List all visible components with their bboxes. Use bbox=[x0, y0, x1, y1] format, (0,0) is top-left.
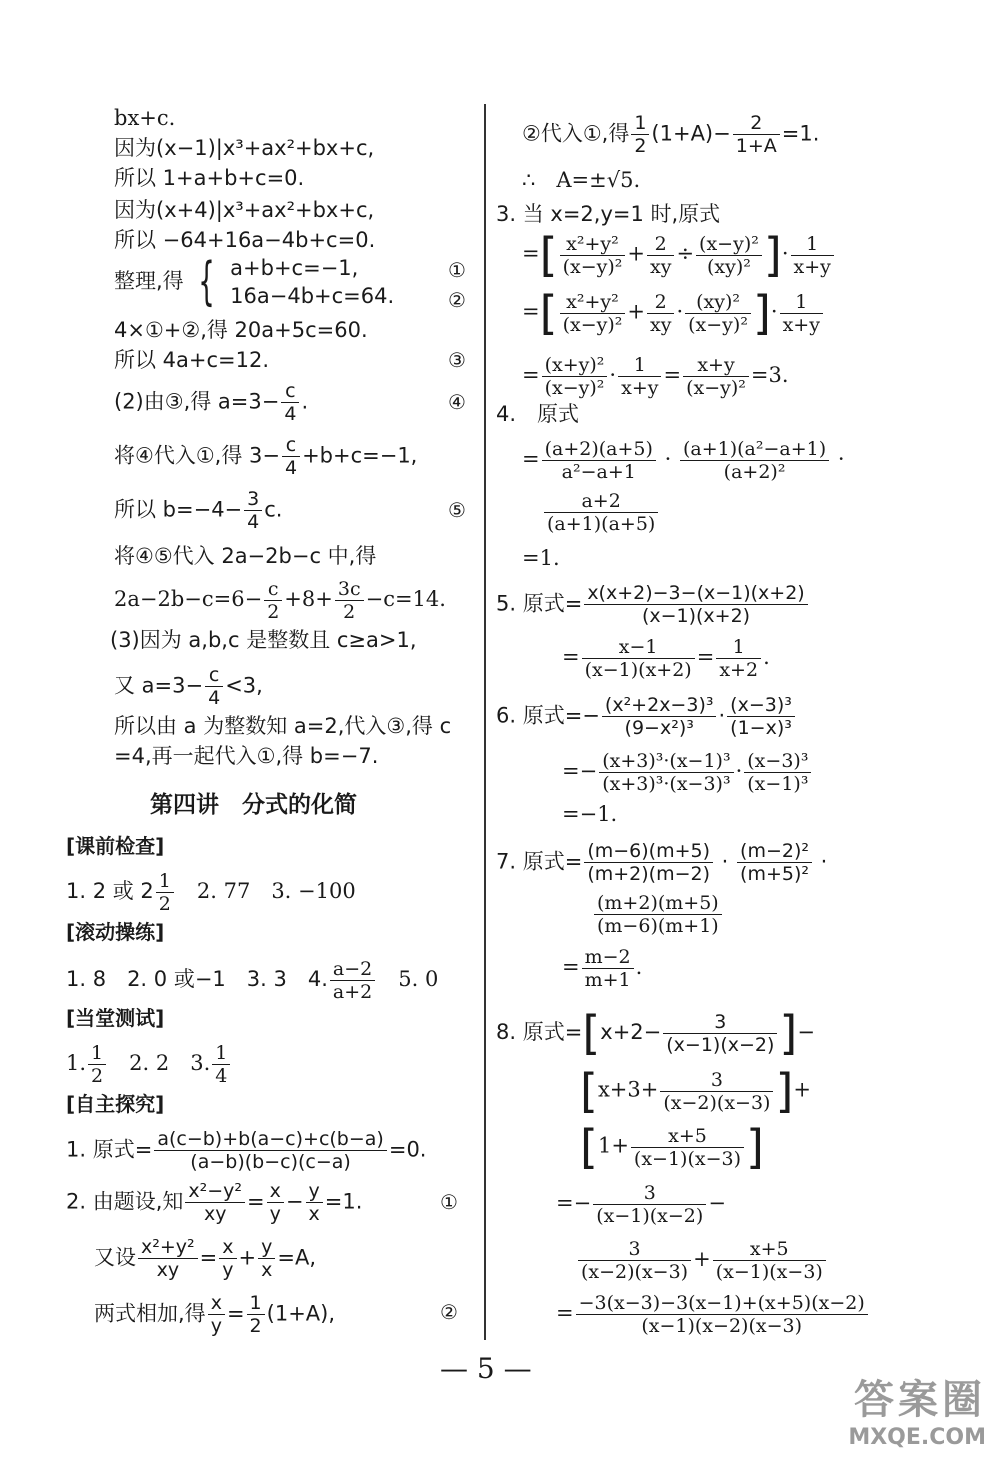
denominator: 1+A bbox=[735, 135, 777, 157]
denominator: x+y bbox=[793, 255, 831, 278]
formula-line bbox=[66, 1180, 362, 1225]
denominator: y bbox=[210, 1315, 222, 1337]
fraction bbox=[247, 1292, 265, 1337]
text-segment: =1. bbox=[781, 121, 820, 146]
fraction bbox=[208, 1292, 225, 1337]
left-bracket: [ bbox=[582, 1006, 601, 1060]
system-eq2: 16a−4b+c=64. bbox=[230, 284, 395, 308]
fraction bbox=[631, 1125, 744, 1170]
fraction bbox=[780, 291, 823, 336]
fraction bbox=[542, 438, 656, 483]
denominator: 2 bbox=[343, 601, 356, 623]
denominator: (9−x²)³ bbox=[624, 717, 694, 739]
numerator: (x−3)³ bbox=[727, 694, 795, 717]
fraction bbox=[584, 840, 713, 885]
formula-line bbox=[66, 1128, 426, 1173]
fraction bbox=[212, 1042, 230, 1087]
denominator: (m+2)(m−2) bbox=[587, 863, 710, 885]
denominator: (x−2)(x−3) bbox=[581, 1261, 689, 1283]
numerator: c bbox=[205, 664, 223, 687]
numerator: x bbox=[267, 1180, 284, 1203]
text-segment: c. bbox=[264, 497, 283, 522]
numerator: (x+y)² bbox=[542, 354, 608, 377]
text-segment: +b+c=−1, bbox=[302, 443, 418, 468]
numerator: a(c−b)+b(a−c)+c(b−a) bbox=[154, 1128, 387, 1151]
numerator: x−1 bbox=[582, 636, 695, 659]
fraction bbox=[744, 750, 811, 795]
text-segment: (1+A), bbox=[266, 1301, 336, 1326]
text-segment: +8+ bbox=[284, 587, 333, 611]
fraction bbox=[593, 1182, 706, 1227]
text-segment: 2. 由题设,知 bbox=[66, 1189, 184, 1214]
text-line: =4,再一起代入①,得 b=−7. bbox=[114, 744, 379, 768]
fraction bbox=[335, 578, 364, 623]
tag-self-exploration: [自主探究] bbox=[66, 1092, 165, 1116]
watermark-text: 答案圈 bbox=[854, 1377, 986, 1423]
text-segment: 6. 原式=− bbox=[496, 703, 600, 728]
numerator: c bbox=[281, 380, 299, 403]
text-line: 因为(x−1)|x³+ax²+bx+c, bbox=[114, 136, 375, 160]
numerator: −3(x−3)−3(x−1)+(x+5)(x−2) bbox=[576, 1292, 868, 1315]
text-segment: 2a−2b−c=6− bbox=[114, 587, 263, 611]
formula-line: $\frac{3}{(x-2)(x-3)}$ + $\frac{x+5}{(x-1)(x-3)}$ bbox=[576, 1238, 828, 1283]
numerator: 1 bbox=[716, 636, 761, 659]
text-line: (3)因为 a,b,c 是整数且 c≥a>1, bbox=[110, 628, 417, 652]
fraction bbox=[594, 892, 722, 937]
formula-line: 6. 原式=− $\frac{\text{(x²+2x−3)³}}{\text{(9−x²)³}}$ · $\frac{\text{(x−3)³}}{\text{(1−x)³}}$ bbox=[496, 694, 797, 739]
formula-line: =− $\frac{\text{(x+3)³·(x−1)³}}{\text{(x+3)³·(x−3)³}}$ · $\frac{\text{(x−3)³}}{\text{(x−1)³}}$ bbox=[562, 750, 813, 795]
left-bracket: [ bbox=[580, 1064, 598, 1118]
formula-line: = $\frac{-3(x-3)-3(x-1)+(x+5)(x-2)}{(x-1)(x-2)(x-3)}$ bbox=[556, 1292, 870, 1337]
fraction bbox=[631, 112, 649, 157]
equation-system bbox=[114, 254, 394, 310]
circled-2: ② bbox=[448, 288, 466, 312]
answer-line bbox=[66, 1042, 232, 1087]
formula-line bbox=[94, 1236, 316, 1281]
text-segment: 2. 77 3. −100 bbox=[196, 879, 356, 903]
numerator: 2 bbox=[647, 291, 674, 314]
numerator: 1 bbox=[780, 291, 823, 314]
denominator: 4 bbox=[284, 457, 298, 479]
formula-line bbox=[114, 434, 417, 479]
numerator: x bbox=[219, 1236, 236, 1259]
text-segment: 8. 原式= bbox=[496, 1020, 583, 1044]
fraction bbox=[584, 582, 807, 627]
fraction bbox=[727, 694, 795, 739]
fraction bbox=[582, 946, 634, 991]
fraction bbox=[306, 1180, 323, 1225]
text-segment: <3, bbox=[225, 673, 263, 698]
left-brace: { bbox=[198, 252, 216, 312]
text-line: 将④⑤代入 2a−2b−c 中,得 bbox=[114, 544, 377, 568]
formula-line bbox=[114, 664, 263, 709]
numerator: 3 bbox=[244, 488, 262, 511]
fraction bbox=[282, 434, 300, 479]
denominator: 4 bbox=[247, 511, 260, 533]
text-segment: = bbox=[247, 1189, 265, 1214]
fraction bbox=[696, 233, 762, 278]
fraction bbox=[576, 1292, 868, 1337]
fraction bbox=[258, 1236, 275, 1281]
denominator: 4 bbox=[215, 1065, 228, 1087]
formula-line: =− $\frac{3}{(x-1)(x-2)}$ − bbox=[556, 1182, 726, 1227]
tag-rolling-practice: [滚动操练] bbox=[66, 920, 165, 944]
fraction bbox=[138, 1236, 198, 1281]
formula-line bbox=[114, 488, 282, 533]
system-lines bbox=[230, 254, 394, 310]
denominator: m+1 bbox=[584, 969, 631, 991]
watermark-url: MXQE.COM bbox=[848, 1425, 986, 1450]
denominator: 2 bbox=[91, 1065, 104, 1087]
right-bracket: ] bbox=[779, 1006, 798, 1060]
circled-1: ① bbox=[440, 1190, 458, 1214]
denominator: a²−a+1 bbox=[561, 461, 636, 483]
text-line: ∴ A=±√5. bbox=[522, 168, 641, 192]
fraction bbox=[542, 354, 608, 399]
fraction bbox=[185, 1180, 245, 1225]
numerator: 2 bbox=[733, 112, 780, 135]
fraction bbox=[647, 291, 674, 336]
denominator: (x−1)(x−3) bbox=[715, 1261, 823, 1283]
denominator: (x−1)(x+2) bbox=[584, 659, 692, 681]
text-segment: 所以 b=−4− bbox=[114, 497, 243, 522]
formula-line bbox=[522, 112, 819, 157]
text-segment: − bbox=[285, 1189, 304, 1214]
denominator: 4 bbox=[208, 687, 221, 709]
text-segment: ②代入①,得 bbox=[522, 121, 630, 146]
text-segment: 1. 2 或 2 bbox=[66, 879, 154, 903]
formula-line bbox=[580, 1120, 764, 1174]
denominator: x+y bbox=[621, 377, 659, 399]
numerator: 3 bbox=[593, 1182, 706, 1205]
circled-4: ④ bbox=[448, 390, 466, 414]
numerator: 1 bbox=[791, 233, 834, 256]
denominator: 2 bbox=[158, 893, 171, 915]
text-segment: 又 a=3− bbox=[114, 673, 204, 698]
numerator: 1 bbox=[156, 870, 174, 893]
numerator: x+5 bbox=[713, 1238, 826, 1261]
right-bracket: ] bbox=[763, 228, 782, 282]
fraction bbox=[156, 870, 174, 915]
fraction bbox=[647, 233, 674, 278]
fraction bbox=[154, 1128, 387, 1173]
denominator: (x−1)(x−3) bbox=[633, 1147, 742, 1170]
answer-line bbox=[66, 958, 438, 1003]
text-segment: (2)由③,得 a=3− bbox=[114, 389, 280, 414]
denominator: (x−y)² bbox=[562, 313, 623, 336]
text-segment: =3. bbox=[750, 363, 789, 387]
numerator: x²+y² bbox=[560, 233, 626, 256]
answer-line bbox=[66, 870, 356, 915]
fraction bbox=[264, 578, 282, 623]
text-segment: x+3+ bbox=[597, 1077, 659, 1102]
formula-line: 8. 原式=[x+2− $\frac{3}{(x-1)(x-2)}$ ]− bbox=[496, 1006, 815, 1060]
text-segment: 将④代入①,得 3− bbox=[114, 443, 280, 468]
section-title: 第四讲 分式的化简 bbox=[150, 792, 357, 818]
fraction bbox=[791, 233, 834, 278]
denominator: 2 bbox=[634, 135, 647, 157]
denominator: xy bbox=[156, 1259, 180, 1281]
denominator: 4 bbox=[284, 403, 297, 425]
text-segment: = bbox=[226, 1301, 245, 1326]
fraction bbox=[330, 958, 375, 1003]
circled-5: ⑤ bbox=[448, 498, 466, 522]
fraction bbox=[88, 1042, 106, 1087]
fraction bbox=[713, 1238, 826, 1283]
text-segment: −c=14. bbox=[365, 587, 446, 611]
text-segment: =A, bbox=[277, 1245, 317, 1270]
text-segment: 7. 原式= bbox=[496, 849, 583, 874]
fraction bbox=[244, 488, 262, 533]
numerator: (xy)² bbox=[685, 291, 751, 314]
denominator: (x−y)² bbox=[686, 377, 746, 399]
numerator: (x²+2x−3)³ bbox=[602, 694, 717, 717]
fraction bbox=[660, 1069, 773, 1114]
formula-line: = $\frac{m-2}{m+1}$ . bbox=[562, 946, 643, 991]
tag-in-class-test: [当堂测试] bbox=[66, 1006, 165, 1030]
denominator: (x−2)(x−3) bbox=[663, 1091, 771, 1114]
fraction bbox=[219, 1236, 236, 1281]
formula-line bbox=[114, 380, 308, 425]
denominator: (x−y)² bbox=[562, 255, 623, 278]
fraction bbox=[733, 112, 780, 157]
numerator: 1 bbox=[631, 112, 649, 135]
denominator: (x+3)³·(x−3)³ bbox=[602, 773, 731, 795]
fraction bbox=[737, 840, 812, 885]
numerator: 2 bbox=[647, 233, 674, 256]
numerator: 3 bbox=[660, 1069, 773, 1092]
numerator: x²−y² bbox=[185, 1180, 245, 1203]
fraction bbox=[582, 636, 695, 681]
formula-line: = $\frac{(a+2)(a+5)}{\text{a²−a+1}}$ · $\frac{\text{(a+1)(a²−a+1)}}{\text{(a+2)²}}$ · bbox=[522, 438, 845, 483]
numerator: a+2 bbox=[544, 490, 658, 513]
fraction bbox=[281, 380, 299, 425]
numerator: y bbox=[306, 1180, 323, 1203]
right-bracket: ] bbox=[752, 286, 771, 340]
text-segment: (1+A)− bbox=[651, 121, 731, 146]
text-segment: 又设 bbox=[94, 1245, 136, 1270]
text-segment: + bbox=[238, 1245, 257, 1270]
text-segment: = bbox=[199, 1245, 218, 1270]
text-line: 所以 1+a+b+c=0. bbox=[114, 166, 305, 190]
fraction bbox=[267, 1180, 284, 1225]
denominator: xy bbox=[649, 313, 672, 336]
fraction bbox=[560, 233, 626, 278]
numerator: x+y bbox=[683, 354, 749, 377]
numerator: c bbox=[282, 434, 300, 457]
fraction bbox=[663, 1011, 777, 1056]
page-number: — 5 — bbox=[440, 1352, 532, 1385]
formula-line: 7. 原式= $\frac{(m-6)(m+5)}{(m+2)(m-2)}$ · $\frac{\text{(m−2)²}}{\text{(m+5)²}}$ · bbox=[496, 840, 828, 885]
circled-1: ① bbox=[448, 258, 466, 282]
fraction bbox=[618, 354, 661, 399]
denominator: 2 bbox=[267, 601, 280, 623]
right-bracket: ] bbox=[775, 1064, 794, 1118]
text-line: 所以由 a 为整数知 a=2,代入③,得 c bbox=[114, 714, 452, 738]
denominator: (a+2)² bbox=[723, 461, 786, 483]
denominator: (x−1)(x−2) bbox=[666, 1033, 775, 1056]
text-segment: 1. bbox=[66, 1051, 87, 1075]
numerator: 1 bbox=[212, 1042, 230, 1065]
text-line: =1. bbox=[522, 546, 560, 570]
denominator: (1−x)³ bbox=[730, 717, 792, 739]
denominator: (x−1)(x+2) bbox=[641, 605, 751, 627]
fraction bbox=[205, 664, 223, 709]
formula-line bbox=[114, 578, 446, 623]
formula-line: = $\frac{x-1}{(x-1)(x+2)}$ = $\frac{1}{x+2}$ . bbox=[562, 636, 770, 681]
numerator: 1 bbox=[618, 354, 661, 377]
numerator: x²+y² bbox=[560, 291, 626, 314]
numerator: c bbox=[264, 578, 282, 601]
fraction bbox=[560, 291, 626, 336]
fraction bbox=[680, 438, 829, 483]
fraction bbox=[599, 750, 733, 795]
numerator: 3c bbox=[335, 578, 364, 601]
system-eq1: a+b+c=−1, bbox=[230, 256, 359, 280]
text-line: 因为(x+4)|x³+ax²+bx+c, bbox=[114, 198, 375, 222]
text-line: 3. 当 x=2,y=1 时,原式 bbox=[496, 202, 721, 226]
circled-2: ② bbox=[440, 1300, 458, 1324]
denominator: y bbox=[269, 1203, 281, 1225]
formula-line: [x+3+ $\frac{3}{(x-2)(x-3)}$ ]+ bbox=[580, 1064, 812, 1118]
numerator: (a+2)(a+5) bbox=[542, 438, 656, 461]
denominator: (x−1)³ bbox=[747, 773, 809, 795]
text-segment: x+2− bbox=[600, 1020, 662, 1044]
denominator: x bbox=[261, 1259, 273, 1281]
text-line: 所以 4a+c=12. bbox=[114, 348, 270, 372]
text-line: 4. 原式 bbox=[496, 402, 580, 426]
denominator: (xy)² bbox=[707, 255, 751, 278]
circled-3: ③ bbox=[448, 348, 466, 372]
numerator: 3 bbox=[663, 1011, 777, 1034]
text-segment: =1. bbox=[324, 1189, 363, 1214]
numerator: y bbox=[258, 1236, 275, 1259]
numerator: (m−6)(m+5) bbox=[584, 840, 713, 863]
numerator: (m−2)² bbox=[737, 840, 812, 863]
denominator: (m+5)² bbox=[740, 863, 809, 885]
denominator: x+y bbox=[782, 313, 820, 336]
left-bracket: [ bbox=[580, 1120, 598, 1174]
formula-line bbox=[94, 1292, 335, 1337]
formula-line bbox=[496, 582, 810, 627]
text-segment: 1+ bbox=[597, 1133, 629, 1158]
text-segment: 5. 原式= bbox=[496, 591, 583, 616]
denominator: xy bbox=[203, 1203, 227, 1225]
text-segment: 1. 原式= bbox=[66, 1137, 153, 1162]
fraction bbox=[602, 694, 717, 739]
fraction bbox=[683, 354, 749, 399]
text-segment: . bbox=[301, 389, 309, 414]
text-line: =−1. bbox=[562, 802, 618, 826]
denominator: x bbox=[308, 1203, 320, 1225]
numerator: (a+1)(a²−a+1) bbox=[680, 438, 829, 461]
denominator: (a−b)(b−c)(c−a) bbox=[190, 1151, 351, 1173]
right-bracket: ] bbox=[746, 1120, 764, 1174]
denominator: x+2 bbox=[719, 659, 759, 681]
denominator: y bbox=[222, 1259, 234, 1281]
text-line: 4×①+②,得 20a+5c=60. bbox=[114, 318, 368, 342]
tag-pre-class-check: [课前检查] bbox=[66, 834, 165, 858]
text-segment: 5. 0 bbox=[398, 967, 439, 991]
denominator: (x−1)(x−2)(x−3) bbox=[641, 1315, 802, 1337]
denominator: (x−1)(x−2) bbox=[596, 1205, 704, 1227]
numerator: 3 bbox=[578, 1238, 691, 1261]
numerator: (m+2)(m+5) bbox=[594, 892, 722, 915]
numerator: x+5 bbox=[631, 1125, 744, 1148]
system-label: 整理,得 bbox=[114, 269, 184, 293]
text-segment: =0. bbox=[388, 1137, 427, 1162]
fraction bbox=[578, 1238, 691, 1283]
denominator: 2 bbox=[249, 1315, 262, 1337]
text-segment: 两式相加,得 bbox=[94, 1301, 206, 1326]
text-line: 所以 −64+16a−4b+c=0. bbox=[114, 228, 376, 252]
formula-line: = $\frac{\text{(x+y)²}}{\text{(x−y)²}}$ · $\frac{1}{x+y}$ = $\frac{x+y}{\text{(x−y)²}}$ =3. bbox=[522, 354, 789, 399]
numerator: x(x+2)−3−(x−1)(x+2) bbox=[584, 582, 807, 605]
fraction bbox=[685, 291, 751, 336]
denominator: a+2 bbox=[332, 981, 373, 1003]
numerator: (x−y)² bbox=[696, 233, 762, 256]
denominator: (a+1)(a+5) bbox=[547, 513, 656, 535]
denominator: (m−6)(m+1) bbox=[597, 915, 719, 937]
column-divider bbox=[484, 104, 486, 1340]
numerator: a−2 bbox=[330, 958, 375, 981]
numerator: m−2 bbox=[582, 946, 634, 969]
denominator: xy bbox=[649, 255, 672, 278]
formula-line: =[ $\frac{\text{x²+y²}}{\text{(x−y)²}}$ + $\frac{2}{xy}$ ÷ $\frac{\text{(x−y)²}}{\text{(xy)²}}$ ]· $\frac{1}{x+y}$ bbox=[522, 232, 836, 278]
text-line: bx+c. bbox=[114, 106, 176, 130]
text-segment: 2. 2 3. bbox=[129, 1051, 211, 1075]
left-bracket: [ bbox=[539, 286, 558, 340]
formula-line: =[ $\frac{\text{x²+y²}}{\text{(x−y)²}}$ + $\frac{2}{xy}$ · $\frac{\text{(xy)²}}{\text{(x−y)²}}$ ]· $\frac{1}{x+y}$ bbox=[522, 290, 825, 336]
formula-line bbox=[592, 892, 724, 937]
watermark-logo bbox=[848, 1368, 986, 1450]
formula-line bbox=[542, 490, 660, 535]
fraction bbox=[544, 490, 658, 535]
denominator: (x−y)² bbox=[688, 313, 748, 336]
numerator: x bbox=[208, 1292, 225, 1315]
numerator: (x+3)³·(x−1)³ bbox=[599, 750, 733, 773]
numerator: 1 bbox=[88, 1042, 106, 1065]
fraction bbox=[716, 636, 761, 681]
numerator: 1 bbox=[247, 1292, 265, 1315]
denominator: (x−y)² bbox=[544, 377, 605, 399]
numerator: (x−3)³ bbox=[744, 750, 811, 773]
numerator: x²+y² bbox=[138, 1236, 198, 1259]
text-segment: 1. 8 2. 0 或−1 3. 3 4. bbox=[66, 967, 328, 991]
left-bracket: [ bbox=[539, 228, 558, 282]
